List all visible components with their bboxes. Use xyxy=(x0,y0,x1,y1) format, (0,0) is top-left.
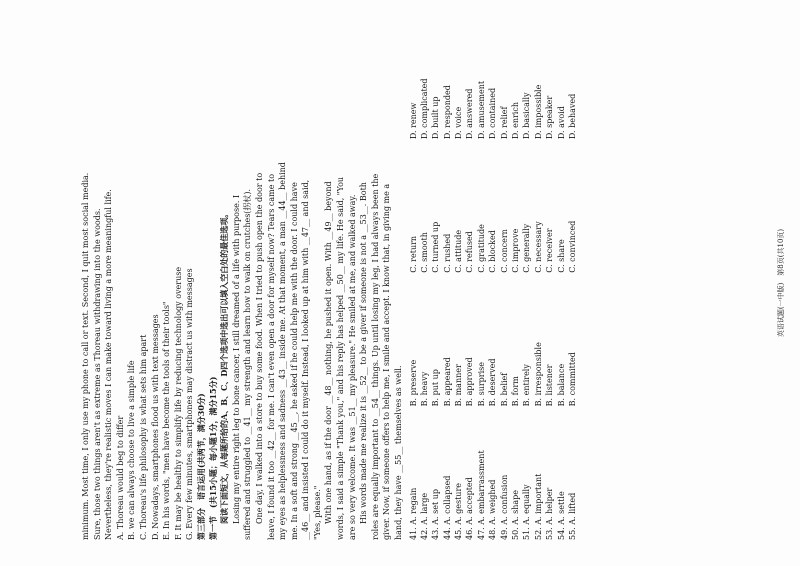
choice-c: C. attitude xyxy=(454,229,464,273)
option-row-41 xyxy=(408,26,419,540)
choice-b: B. listener xyxy=(545,364,555,407)
choice-c: C. improve xyxy=(511,228,521,273)
choice-d: D. relief xyxy=(499,106,509,140)
passage-line: __46__ and insisted I could do it myself. Instead, I looked up at him with __47__ and said, xyxy=(301,179,311,540)
choice-a: 48. A. weighed xyxy=(488,479,498,540)
choice-c: C. gratitude xyxy=(476,224,486,273)
choice-c: C. concern xyxy=(499,229,509,273)
choice-b: B. approved xyxy=(465,357,475,407)
options-table xyxy=(408,26,579,540)
choice-d: D. responded xyxy=(442,85,452,140)
choice-a: 47. A. embarrassment xyxy=(476,450,486,540)
choice-c: C. receiver xyxy=(545,228,555,273)
choice-d: D. impossible xyxy=(533,84,543,140)
section-title: 第三部分 语言运用(共两节，满分30分) xyxy=(195,393,206,540)
choice-d: D. behaved xyxy=(568,93,577,140)
choice-b: B. balance xyxy=(556,363,566,407)
choice-a: 54. A. settle xyxy=(556,491,566,540)
option-row-43 xyxy=(430,26,441,540)
passage-line: Losing my entire right leg to bone cancer, I still dreamed of a life with purpose. I xyxy=(231,194,241,524)
passage-line: giver. Now, if someone offers to help me, I smile and accept. I know that, in giving me a xyxy=(382,183,392,540)
choice-a: 46. A. accepted xyxy=(465,477,475,540)
passage-line: roles are equally important to __54__ things. Up until losing my leg, I had always been the xyxy=(370,173,380,540)
passage-line: words, I said a simple "Thank you," and his reply has helped __50__ my life. He said, "You xyxy=(336,176,346,540)
choice-a: 43. A. set up xyxy=(431,489,441,540)
passage-line: His words made me realize it is __52__ to be a giver if someone is not a __53__. Both xyxy=(359,182,369,524)
choice-c: C. generally xyxy=(522,223,532,273)
choice-d: D. complicated xyxy=(419,78,429,140)
choice-b: B. heavy xyxy=(419,371,429,407)
choice-c: C. share xyxy=(556,239,566,273)
choice-d: D. contained xyxy=(488,87,498,140)
option-f: F. It may be healthy to simplify life by reducing technology overuse xyxy=(173,266,183,540)
passage-line: my eyes as helplessness and sadness __43__ inside me. At that moment, a man __44__ behind xyxy=(278,162,288,540)
choice-d: D. answered xyxy=(465,88,475,140)
part-title: 第一节 (共15小题；每小题1分，满分15分) xyxy=(207,376,218,540)
choice-c: C. convinced xyxy=(568,220,577,273)
option-row-55 xyxy=(567,26,578,540)
option-b: B. we can always choose to live a simple life xyxy=(127,360,137,540)
passage-line: Sure, those two things aren't as extreme as Thoreau withdrawing into the woods. xyxy=(92,208,102,540)
choice-c: C. necessary xyxy=(533,221,543,273)
option-row-47 xyxy=(476,26,487,540)
option-a: A. Thoreau would beg to differ xyxy=(115,415,125,540)
choice-b: B. preserve xyxy=(408,359,418,407)
option-row-45 xyxy=(453,26,464,540)
choice-b: B. irresponsible xyxy=(533,342,543,407)
choice-a: 50. A. shape xyxy=(511,489,521,540)
option-row-53 xyxy=(544,26,555,540)
option-row-54 xyxy=(556,26,567,540)
passage-line: "Yes, please." xyxy=(312,485,322,540)
choice-d: D. renew xyxy=(408,102,418,140)
choice-b: B. put up xyxy=(431,369,441,407)
choice-b: B. committed xyxy=(568,352,577,407)
passage-line: suffered and struggled to __41__ my strength and learn how to walk on crutches(拐杖). xyxy=(243,188,253,540)
passage-line: Nevertheless, they're realistic moves I can make toward living a more meaningful life. xyxy=(104,189,114,540)
choice-b: B. belief xyxy=(499,372,509,407)
choice-d: D. voice xyxy=(454,106,464,140)
choice-b: B. entirely xyxy=(522,364,532,407)
option-d: D. Nowadays, smartphones flood us with text messages xyxy=(150,314,160,540)
choice-d: D. basically xyxy=(522,92,532,140)
choice-b: B. form xyxy=(511,376,521,407)
passage-line: leave, I found it too __42__ for me. I can't even open a door for myself now? Tears came to xyxy=(266,173,276,540)
passage-line: With one hand, as if the door __48__ nothing, he pushed it open. With __49__ beyond xyxy=(324,181,334,524)
choice-a: 53. A. helper xyxy=(545,487,555,540)
choice-c: C. blocked xyxy=(488,230,498,273)
choice-a: 51. A. equally xyxy=(522,484,532,540)
option-row-46 xyxy=(465,26,476,540)
option-e: E. In his words, "men have become the tools of their tools" xyxy=(162,301,172,540)
page-footer: 英语试题(一中版) 第8页(共10页) xyxy=(777,228,786,338)
choice-b: B. manner xyxy=(454,364,464,407)
choice-a: 41. A. regain xyxy=(408,487,418,540)
choice-c: C. rushed xyxy=(442,233,452,273)
passage-line: One day, I walked into a store to buy some food. When I tried to push open the door to xyxy=(254,172,264,524)
option-g: G. Every few minutes, smartphones may distract us with messages xyxy=(185,268,195,540)
option-row-42 xyxy=(419,26,430,540)
choice-c: C. return xyxy=(408,235,418,273)
option-row-44 xyxy=(442,26,453,540)
choice-a: 55. A. lifted xyxy=(568,492,577,540)
instruction: 阅读下面短文，从每题所给的A、B、C、D四个选项中选出可以填入空白处的最佳选项。 xyxy=(219,209,230,524)
option-row-51 xyxy=(522,26,533,540)
choice-c: C. turned up xyxy=(431,221,441,273)
choice-b: B. appeared xyxy=(442,357,452,407)
choice-b: B. deserved xyxy=(488,358,498,407)
passage-line: hand, they have __55__ themselves as well. xyxy=(394,365,404,540)
choice-d: D. amusement xyxy=(476,80,486,140)
option-row-49 xyxy=(499,26,510,540)
option-row-52 xyxy=(533,26,544,540)
option-row-50 xyxy=(510,26,521,540)
option-c: C. Thoreau's life philosophy is what sets him apart xyxy=(138,334,148,540)
choice-d: D. speaker xyxy=(545,95,555,140)
choice-a: 44. A. collapsed xyxy=(442,475,452,540)
choice-d: D. avoid xyxy=(556,106,566,140)
passage-line: are so very welcome. It was __51__ my pleasure." He smiled at me, and walked away. xyxy=(347,194,357,540)
choice-a: 42. A. large xyxy=(419,492,429,540)
choice-d: D. enrich xyxy=(511,102,521,140)
passage-line: me. In a soft and strong __45__, he asked if he could help me with the door. I could have xyxy=(289,182,299,540)
option-row-48 xyxy=(487,26,498,540)
choice-a: 49. A. confusion xyxy=(499,474,509,540)
choice-d: D. built up xyxy=(431,96,441,140)
choice-c: C. smooth xyxy=(419,232,429,273)
choice-b: B. surprise xyxy=(476,361,486,407)
choice-c: C. refused xyxy=(465,231,475,273)
choice-a: 52. A. important xyxy=(533,473,543,540)
choice-a: 45. A. gesture xyxy=(454,482,464,540)
passage-line: minimum. Most time, I only use my phone to call or text. Second, I quit most social media. xyxy=(81,172,90,540)
